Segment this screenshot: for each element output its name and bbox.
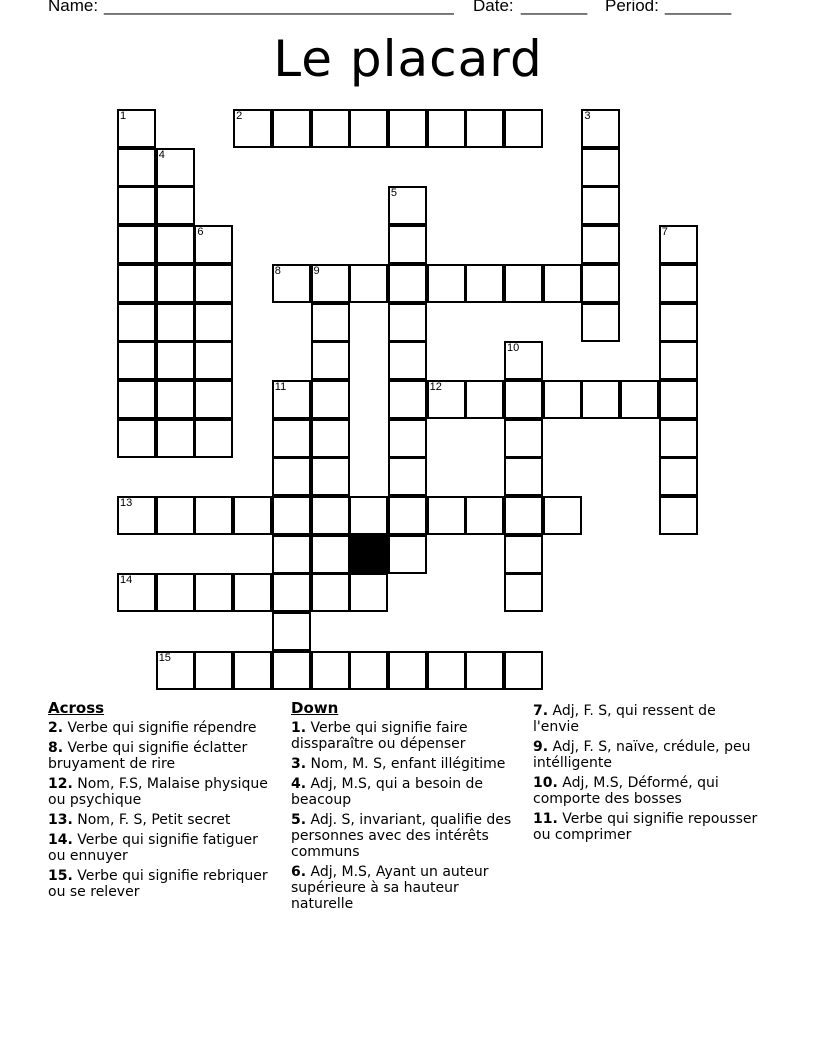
grid-cell[interactable] bbox=[233, 573, 272, 612]
clue-number-label: 3. bbox=[291, 756, 307, 772]
grid-cell[interactable] bbox=[117, 109, 156, 148]
grid-cell[interactable] bbox=[504, 651, 543, 690]
grid-cell[interactable] bbox=[427, 651, 466, 690]
grid-cell[interactable] bbox=[465, 380, 504, 419]
grid-cell[interactable] bbox=[388, 535, 427, 574]
grid-cell[interactable] bbox=[349, 109, 388, 148]
clue-item bbox=[48, 812, 278, 828]
across-clues bbox=[48, 700, 278, 904]
grid-cell[interactable] bbox=[581, 380, 620, 419]
grid-cell[interactable] bbox=[388, 380, 427, 419]
period-blank[interactable]: _______ bbox=[665, 0, 732, 15]
grid-cell[interactable] bbox=[427, 496, 466, 535]
grid-cell[interactable] bbox=[194, 303, 233, 342]
grid-cell[interactable] bbox=[233, 651, 272, 690]
grid-cell[interactable] bbox=[388, 341, 427, 380]
clue-number: 10 bbox=[507, 342, 520, 355]
clue-item bbox=[533, 775, 763, 807]
grid-cell[interactable] bbox=[349, 496, 388, 535]
down-clues-continued bbox=[533, 703, 763, 847]
grid-cell[interactable] bbox=[272, 419, 311, 458]
grid-cell[interactable] bbox=[117, 380, 156, 419]
grid-cell[interactable] bbox=[388, 186, 427, 225]
grid-cell[interactable] bbox=[388, 651, 427, 690]
grid-cell[interactable] bbox=[311, 303, 350, 342]
clue-item bbox=[533, 739, 763, 771]
clue-text: Adj, F. S, naïve, crédule, peu intélligente bbox=[533, 739, 751, 771]
grid-cell[interactable] bbox=[272, 651, 311, 690]
grid-cell[interactable] bbox=[581, 109, 620, 148]
grid-cell[interactable] bbox=[233, 496, 272, 535]
clue-text: Verbe qui signifie repousser ou comprimer bbox=[533, 811, 758, 843]
clue-number-label: 6. bbox=[291, 864, 307, 880]
grid-cell[interactable] bbox=[311, 496, 350, 535]
clue-number-label: 7. bbox=[533, 703, 549, 719]
clue-text: Nom, M. S, enfant illégitime bbox=[306, 756, 506, 772]
grid-cell[interactable] bbox=[272, 380, 311, 419]
clue-item bbox=[533, 811, 763, 843]
clue-number: 3 bbox=[584, 110, 591, 122]
clue-number: 13 bbox=[120, 497, 133, 509]
across-heading: Across bbox=[48, 699, 105, 717]
grid-cell[interactable] bbox=[349, 264, 388, 303]
clue-number-label: 13. bbox=[48, 812, 73, 828]
grid-cell[interactable] bbox=[504, 496, 543, 535]
grid-cell[interactable] bbox=[311, 341, 350, 380]
clue-number: 14 bbox=[120, 574, 133, 587]
clue-number: 7 bbox=[661, 226, 668, 239]
clue-item bbox=[291, 864, 521, 912]
grid-cell[interactable] bbox=[272, 496, 311, 535]
clue-item bbox=[48, 720, 278, 736]
grid-cell[interactable] bbox=[117, 419, 156, 458]
clue-item bbox=[48, 832, 278, 864]
clue-text: Adj, M.S, Déformé, qui comporte des bosses bbox=[533, 775, 719, 807]
name-label: Name: bbox=[48, 0, 99, 15]
name-blank[interactable]: _____________________________________ bbox=[104, 0, 454, 15]
grid-cell[interactable] bbox=[272, 264, 311, 303]
grid-cell[interactable] bbox=[581, 225, 620, 264]
grid-cell[interactable] bbox=[117, 496, 156, 535]
grid-cell[interactable] bbox=[194, 419, 233, 458]
grid-cell[interactable] bbox=[465, 264, 504, 303]
grid-cell[interactable] bbox=[272, 535, 311, 574]
grid-cell[interactable] bbox=[427, 264, 466, 303]
grid-cell[interactable] bbox=[388, 496, 427, 535]
grid-cell[interactable] bbox=[117, 303, 156, 342]
page-title: Le placard bbox=[273, 30, 543, 88]
clue-item bbox=[48, 740, 278, 772]
grid-cell[interactable] bbox=[156, 380, 195, 419]
clue-number-label: 14. bbox=[48, 832, 73, 848]
down-heading: Down bbox=[291, 699, 339, 717]
clue-number-label: 4. bbox=[291, 776, 307, 792]
grid-cell[interactable] bbox=[388, 225, 427, 264]
grid-cell[interactable] bbox=[194, 573, 233, 612]
date-label: Date: bbox=[473, 0, 514, 15]
clue-text: Verbe qui signifie éclatter bruyament de rire bbox=[48, 740, 248, 772]
grid-cell[interactable] bbox=[156, 186, 195, 225]
grid-cell[interactable] bbox=[311, 535, 350, 574]
grid-cell[interactable] bbox=[194, 225, 233, 264]
grid-cell[interactable] bbox=[156, 341, 195, 380]
clue-item bbox=[291, 720, 521, 752]
grid-cell[interactable] bbox=[117, 264, 156, 303]
clue-text: Adj, F. S, qui ressent de l'envie bbox=[533, 703, 716, 735]
clue-number-label: 12. bbox=[48, 776, 73, 792]
black-cell bbox=[349, 535, 388, 574]
grid-cell[interactable] bbox=[194, 496, 233, 535]
grid-cell[interactable] bbox=[659, 225, 698, 264]
grid-cell[interactable] bbox=[194, 380, 233, 419]
grid-cell[interactable] bbox=[465, 496, 504, 535]
grid-cell[interactable] bbox=[349, 651, 388, 690]
clue-item bbox=[291, 776, 521, 808]
grid-cell[interactable] bbox=[272, 573, 311, 612]
grid-cell[interactable] bbox=[388, 109, 427, 148]
grid-cell[interactable] bbox=[504, 109, 543, 148]
clue-text: Nom, F.S, Malaise physique ou psychique bbox=[48, 776, 268, 808]
grid-cell[interactable] bbox=[504, 573, 543, 612]
grid-cell[interactable] bbox=[504, 341, 543, 380]
grid-cell[interactable] bbox=[504, 457, 543, 496]
clue-number: 12 bbox=[429, 380, 442, 393]
grid-cell[interactable] bbox=[272, 109, 311, 148]
grid-cell[interactable] bbox=[311, 457, 350, 496]
grid-cell[interactable] bbox=[504, 380, 543, 419]
grid-cell[interactable] bbox=[311, 264, 350, 303]
grid-cell[interactable] bbox=[659, 303, 698, 342]
grid-cell[interactable] bbox=[194, 341, 233, 380]
grid-cell[interactable] bbox=[117, 148, 156, 187]
clue-item bbox=[533, 703, 763, 735]
grid-cell[interactable] bbox=[465, 651, 504, 690]
grid-cell[interactable] bbox=[156, 303, 195, 342]
clue-text: Verbe qui signifie faire dissparaître ou dépenser bbox=[291, 720, 468, 752]
grid-cell[interactable] bbox=[659, 380, 698, 419]
grid-cell[interactable] bbox=[659, 496, 698, 535]
grid-cell[interactable] bbox=[388, 419, 427, 458]
grid-cell[interactable] bbox=[156, 264, 195, 303]
clue-item bbox=[48, 776, 278, 808]
grid-cell[interactable] bbox=[156, 148, 195, 187]
clue-text: Verbe qui signifie rebriquer ou se relever bbox=[48, 868, 268, 900]
clue-number-label: 2. bbox=[48, 720, 64, 736]
grid-cell[interactable] bbox=[233, 109, 272, 148]
grid-cell[interactable] bbox=[581, 303, 620, 342]
grid-cell[interactable] bbox=[504, 264, 543, 303]
grid-cell[interactable] bbox=[156, 651, 195, 690]
date-blank[interactable]: _______ bbox=[521, 0, 588, 15]
grid-cell[interactable] bbox=[272, 457, 311, 496]
clue-number: 6 bbox=[197, 226, 204, 239]
down-clues bbox=[291, 700, 521, 916]
grid-cell[interactable] bbox=[311, 651, 350, 690]
grid-cell[interactable] bbox=[349, 573, 388, 612]
grid-cell[interactable] bbox=[311, 380, 350, 419]
grid-cell[interactable] bbox=[156, 496, 195, 535]
grid-cell[interactable] bbox=[543, 380, 582, 419]
grid-cell[interactable] bbox=[504, 419, 543, 458]
clue-text: Verbe qui signifie fatiguer ou ennuyer bbox=[48, 832, 258, 864]
grid-cell[interactable] bbox=[620, 380, 659, 419]
clue-number: 15 bbox=[158, 651, 171, 664]
clue-number: 1 bbox=[120, 110, 127, 122]
grid-cell[interactable] bbox=[427, 380, 466, 419]
clue-number-label: 15. bbox=[48, 868, 73, 884]
clue-item bbox=[291, 756, 521, 772]
clue-text: Adj. S, invariant, qualifie des personnes avec des intérêts communs bbox=[291, 812, 512, 860]
clue-number: 2 bbox=[236, 110, 243, 122]
grid-cell[interactable] bbox=[311, 109, 350, 148]
grid-cell[interactable] bbox=[311, 419, 350, 458]
grid-cell[interactable] bbox=[543, 264, 582, 303]
clue-number: 8 bbox=[274, 264, 281, 277]
grid-cell[interactable] bbox=[465, 109, 504, 148]
grid-cell[interactable] bbox=[659, 457, 698, 496]
clue-number-label: 11. bbox=[533, 811, 558, 827]
grid-cell[interactable] bbox=[156, 573, 195, 612]
clue-item bbox=[48, 868, 278, 900]
clue-number: 11 bbox=[274, 380, 287, 393]
grid-cell[interactable] bbox=[659, 264, 698, 303]
grid-cell[interactable] bbox=[117, 341, 156, 380]
grid-cell[interactable] bbox=[427, 109, 466, 148]
clue-text: Nom, F. S, Petit secret bbox=[72, 812, 231, 828]
grid-cell[interactable] bbox=[117, 225, 156, 264]
grid-cell[interactable] bbox=[581, 186, 620, 225]
clue-number-label: 1. bbox=[291, 720, 307, 736]
clue-item bbox=[291, 812, 521, 860]
grid-cell[interactable] bbox=[388, 264, 427, 303]
clue-text: Adj, M.S, Ayant un auteur supérieure à sa hauteur naturelle bbox=[291, 864, 489, 912]
grid-cell[interactable] bbox=[659, 419, 698, 458]
grid-cell[interactable] bbox=[581, 148, 620, 187]
clue-number: 9 bbox=[313, 264, 320, 277]
grid-cell[interactable] bbox=[117, 186, 156, 225]
clue-number-label: 5. bbox=[291, 812, 307, 828]
clue-text: Verbe qui signifie répendre bbox=[63, 720, 257, 736]
grid-cell[interactable] bbox=[311, 573, 350, 612]
grid-cell[interactable] bbox=[659, 341, 698, 380]
clue-number-label: 9. bbox=[533, 739, 549, 755]
grid-cell[interactable] bbox=[581, 264, 620, 303]
grid-cell[interactable] bbox=[388, 303, 427, 342]
grid-cell[interactable] bbox=[156, 225, 195, 264]
clue-number: 4 bbox=[158, 148, 165, 161]
clue-number-label: 10. bbox=[533, 775, 558, 791]
grid-cell[interactable] bbox=[388, 457, 427, 496]
clue-text: Adj, M.S, qui a besoin de beacoup bbox=[291, 776, 484, 808]
clue-number-label: 8. bbox=[48, 740, 64, 756]
grid-cell[interactable] bbox=[156, 419, 195, 458]
clue-number: 5 bbox=[390, 187, 398, 200]
period-label: Period: bbox=[605, 0, 659, 15]
grid-cell[interactable] bbox=[194, 264, 233, 303]
grid-cell[interactable] bbox=[504, 535, 543, 574]
grid-cell[interactable] bbox=[543, 496, 582, 535]
grid-cell[interactable] bbox=[194, 651, 233, 690]
grid-cell[interactable] bbox=[272, 612, 311, 651]
grid-cell[interactable] bbox=[117, 573, 156, 612]
